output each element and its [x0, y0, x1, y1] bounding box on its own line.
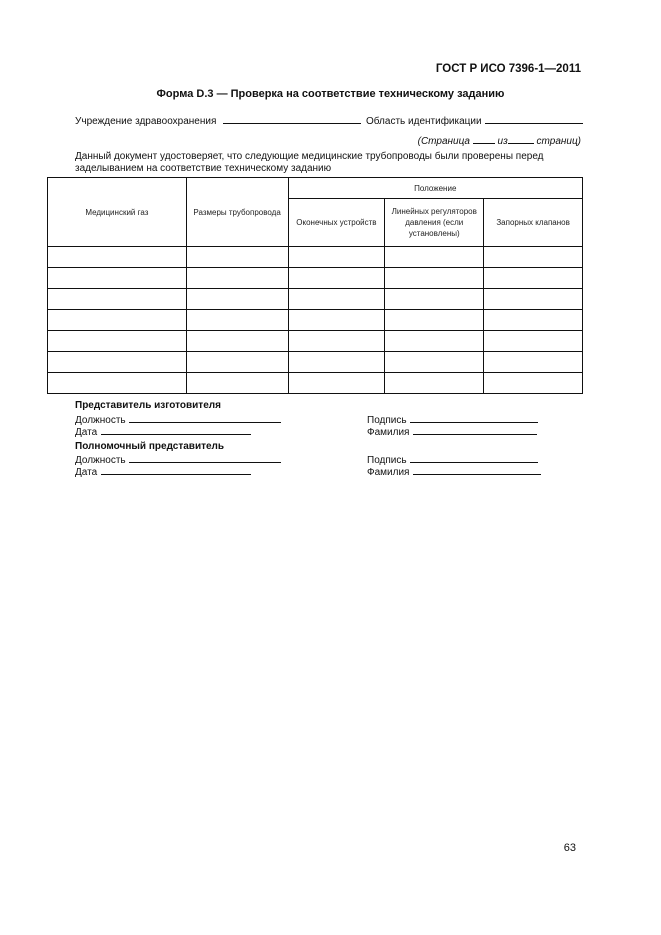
table-cell[interactable] [288, 310, 385, 331]
manufacturer-date-field[interactable] [101, 424, 251, 435]
institution-line [75, 113, 361, 127]
page-total-field[interactable] [508, 133, 534, 144]
page-counter-suffix: страниц) [536, 136, 581, 147]
id-area-line [366, 113, 583, 127]
table-cell[interactable] [385, 352, 484, 373]
table-cell[interactable] [288, 352, 385, 373]
table-cell[interactable] [484, 352, 583, 373]
manufacturer-position-field[interactable] [129, 412, 281, 423]
authorized-heading: Полномочный представитель [75, 441, 225, 452]
manufacturer-surname-field[interactable] [413, 424, 537, 435]
table-cell[interactable] [385, 268, 484, 289]
manufacturer-signature-field[interactable] [410, 412, 538, 423]
authorized-position-label: Должность [75, 455, 126, 466]
manufacturer-surname-line [367, 424, 537, 438]
table-row [48, 331, 583, 352]
col-header-shutoff-valves: Запорных клапанов [484, 199, 583, 247]
id-area-label: Область идентификации [366, 116, 482, 127]
authorized-date-field[interactable] [101, 464, 251, 475]
statement-text: Данный документ удостоверяет, что следующие медицинские трубопроводы были проверены перед заделыванием на соответствие техническому заданию [75, 151, 544, 174]
standard-code: ГОСТ Р ИСО 7396-1—2011 [435, 63, 581, 75]
col-header-terminal-units: Оконечных устройств [288, 199, 385, 247]
page-counter [418, 133, 581, 147]
table-row [48, 310, 583, 331]
authorized-signature-label: Подпись [367, 455, 407, 466]
table-cell[interactable] [186, 268, 288, 289]
table-row [48, 352, 583, 373]
table-cell[interactable] [385, 373, 484, 394]
table-cell[interactable] [288, 247, 385, 268]
table-cell[interactable] [48, 373, 187, 394]
table-cell[interactable] [48, 310, 187, 331]
table-cell[interactable] [288, 289, 385, 310]
table-cell[interactable] [484, 247, 583, 268]
table-cell[interactable] [385, 247, 484, 268]
table-cell[interactable] [484, 331, 583, 352]
col-header-size: Размеры трубопровода [186, 178, 288, 247]
table-row [48, 289, 583, 310]
table-cell[interactable] [48, 268, 187, 289]
page-counter-prefix: (Страница [417, 136, 470, 147]
table-cell[interactable] [48, 247, 187, 268]
institution-field[interactable] [223, 113, 361, 124]
table-cell[interactable] [288, 373, 385, 394]
table-cell[interactable] [288, 331, 385, 352]
authorized-surname-label: Фамилия [367, 467, 410, 478]
table-cell[interactable] [186, 331, 288, 352]
table-cell[interactable] [385, 310, 484, 331]
table-cell[interactable] [484, 268, 583, 289]
authorized-signature-field[interactable] [410, 452, 538, 463]
manufacturer-signature-label: Подпись [367, 415, 407, 426]
table-cell[interactable] [48, 352, 187, 373]
table-cell[interactable] [186, 310, 288, 331]
table-cell[interactable] [186, 289, 288, 310]
table-row [48, 373, 583, 394]
authorized-date-line [75, 464, 251, 478]
manufacturer-date-line [75, 424, 251, 438]
table-row [48, 247, 583, 268]
id-area-field[interactable] [485, 113, 583, 124]
table-cell[interactable] [186, 373, 288, 394]
col-header-gas: Медицинский газ [48, 178, 187, 247]
table-row [48, 268, 583, 289]
authorized-position-field[interactable] [129, 452, 281, 463]
authorized-date-label: Дата [75, 467, 98, 478]
table-cell[interactable] [48, 331, 187, 352]
manufacturer-surname-label: Фамилия [367, 427, 410, 438]
col-header-line-regulators: Линейных регуляторов давления (если установлены) [385, 199, 484, 247]
table-cell[interactable] [484, 310, 583, 331]
table-cell[interactable] [288, 268, 385, 289]
table-cell[interactable] [484, 289, 583, 310]
authorized-surname-field[interactable] [413, 464, 541, 475]
table-cell[interactable] [186, 247, 288, 268]
col-header-position: Положение [288, 178, 582, 199]
table-cell[interactable] [48, 289, 187, 310]
table-cell[interactable] [484, 373, 583, 394]
form-title: Форма D.3 — Проверка на соответствие техническому заданию [156, 88, 505, 100]
manufacturer-heading: Представитель изготовителя [75, 400, 221, 411]
table-cell[interactable] [385, 289, 484, 310]
page-number: 63 [563, 842, 576, 854]
inspection-table [47, 177, 583, 394]
manufacturer-position-label: Должность [75, 415, 126, 426]
table-cell[interactable] [186, 352, 288, 373]
institution-label: Учреждение здравоохранения [75, 116, 217, 127]
table-cell[interactable] [385, 331, 484, 352]
page-counter-middle: из [497, 136, 508, 147]
authorized-surname-line [367, 464, 541, 478]
page-current-field[interactable] [473, 133, 495, 144]
manufacturer-date-label: Дата [75, 427, 98, 438]
